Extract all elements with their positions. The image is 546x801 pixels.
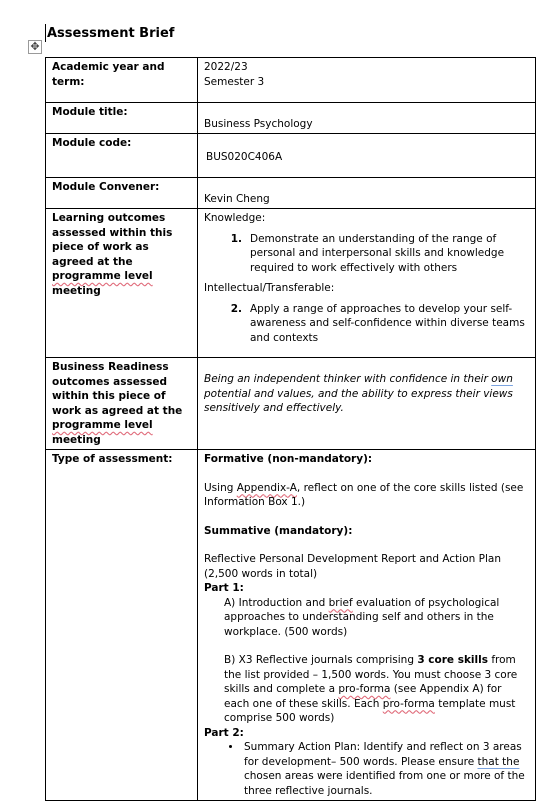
value-business-readiness[interactable] xyxy=(198,358,536,450)
outcome-text-2: Apply a range of approaches to develop your self-awareness and self-confidence within diverse teams and contexts xyxy=(250,302,525,344)
part1-a-pre: A) Introduction and xyxy=(224,596,326,609)
value-module-convener[interactable] xyxy=(198,178,536,209)
row-learning-outcomes xyxy=(46,209,536,358)
value-module-code[interactable] xyxy=(198,134,536,178)
label-module-code: Module code: xyxy=(46,134,198,178)
document-title: Assessment Brief xyxy=(47,26,175,41)
module-title-text: Business Psychology xyxy=(204,117,313,130)
part2-bullet-pre: Summary Action Plan: Identify and reflect on 3 areas for development– 500 words. Please ensure xyxy=(244,741,522,768)
part1-b-core-skills: 3 core skills xyxy=(417,654,488,666)
formative-text xyxy=(204,481,529,510)
learning-outcomes-label-text: Learning outcomes assessed within this piece of work as agreed at the xyxy=(52,212,173,268)
row-business-readiness xyxy=(46,358,536,450)
label-learning-outcomes xyxy=(46,209,198,358)
appendix-a-reference: Appendix-A xyxy=(236,481,297,494)
readiness-text-start: Being an independent thinker with confidence in their xyxy=(204,373,488,385)
label-type-of-assessment: Type of assessment: xyxy=(46,450,198,801)
part2-bullet xyxy=(242,740,529,798)
part1-a-brief: brief xyxy=(328,596,353,609)
label-module-convener: Module Convener: xyxy=(46,178,198,209)
row-academic-year xyxy=(46,58,536,103)
summative-heading: Summative (mandatory): xyxy=(204,524,353,537)
row-module-convener xyxy=(46,178,536,209)
part2-list xyxy=(204,740,529,798)
part1-b-post: template must comprise 500 words) xyxy=(224,697,516,724)
value-type-of-assessment[interactable] xyxy=(198,450,536,801)
formative-post: , reflect on one of the core skills listed (see Information Box 1.) xyxy=(204,481,524,508)
formative-pre: Using xyxy=(204,481,234,494)
knowledge-heading: Knowledge: xyxy=(204,212,266,224)
assessment-table xyxy=(45,57,536,801)
part1-heading: Part 1: xyxy=(204,582,244,594)
outcome-number-2: 2. xyxy=(230,302,242,315)
label-academic-year: Academic year and term: xyxy=(46,58,198,103)
readiness-own: own xyxy=(491,373,513,385)
intellectual-heading: Intellectual/Transferable: xyxy=(204,282,335,294)
part1-a-post: evaluation of psychological approaches to understanding self and others in the workplace. (500 words) xyxy=(224,596,500,638)
outcome-text-1: Demonstrate an understanding of the range of personal and interpersonal skills and knowledge required to work effectively with others xyxy=(250,232,505,274)
part2-bullet-that-the: that the xyxy=(477,755,520,768)
move-icon[interactable]: ✥ xyxy=(28,40,42,54)
value-term: Semester 3 xyxy=(204,75,265,88)
part1-b xyxy=(204,653,529,726)
text-cursor xyxy=(45,24,46,42)
value-learning-outcomes[interactable] xyxy=(198,209,536,358)
part2-bullet-post: chosen areas were identified from one or more of the three reflective journals. xyxy=(244,770,525,797)
outcome-item-1 xyxy=(204,232,529,276)
part1-b-mid2: (see Appendix A) for each one of these skills. Each xyxy=(224,683,502,710)
row-module-code xyxy=(46,134,536,178)
part2-heading: Part 2: xyxy=(204,726,244,739)
readiness-programme-level: programme level xyxy=(52,419,153,431)
outcome-item-2 xyxy=(204,302,529,346)
readiness-label-text: Business Readiness outcomes assessed within this piece of work as agreed at the xyxy=(52,361,183,417)
label-business-readiness xyxy=(46,358,198,450)
part1-a xyxy=(204,596,529,640)
programme-level-underlined: programme level xyxy=(52,270,153,282)
value-year: 2022/23 xyxy=(204,61,248,73)
row-type-of-assessment xyxy=(46,450,536,801)
module-code-text: BUS020C406A xyxy=(206,151,283,163)
value-module-title[interactable] xyxy=(198,103,536,134)
part1-b-pro-forma-2: pro-forma xyxy=(382,697,435,710)
row-module-title xyxy=(46,103,536,134)
label-module-title: Module title: xyxy=(46,103,198,134)
part1-b-pre: B) X3 Reflective journals comprising xyxy=(224,654,414,666)
learning-outcomes-label-end: meeting xyxy=(52,284,101,297)
readiness-label-end: meeting xyxy=(52,433,101,446)
formative-heading: Formative (non-mandatory): xyxy=(204,453,373,465)
part1-b-mid: from the list provided – 1,500 words. You must choose 3 core skills and complete a xyxy=(224,654,518,695)
summative-intro: Reflective Personal Development Report and Action Plan (2,500 words in total) xyxy=(204,553,501,580)
readiness-text-end: potential and values, and the ability to express their views sensitively and effectively. xyxy=(204,387,513,414)
outcome-number-1: 1. xyxy=(230,232,242,245)
convener-name: Kevin Cheng xyxy=(204,192,270,205)
part1-b-pro-forma-1: pro-forma xyxy=(338,683,391,695)
value-academic-year[interactable] xyxy=(198,58,536,103)
